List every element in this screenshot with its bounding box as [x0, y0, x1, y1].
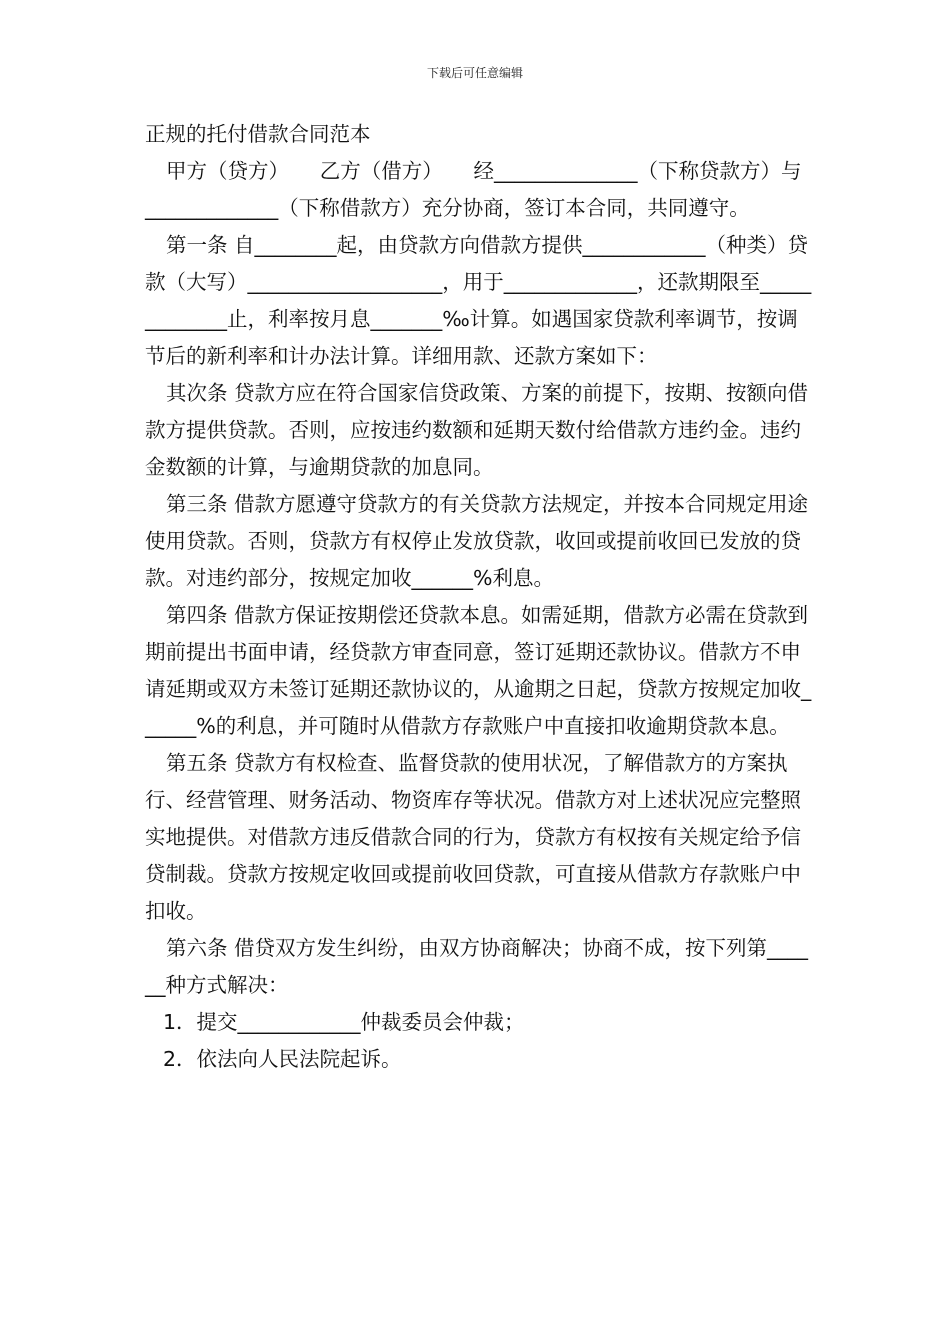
paragraph-article-3: 第三条 借款方愿遵守贷款方的有关贷款方法规定，并按本合同规定用途使用贷款。否则，贷款方有权停止发放贷款，收回或提前收回已发放的贷款。对违约部分，按规定加收______%利息。 [145, 492, 809, 590]
paragraph-article-6: 第六条 借贷双方发生纠纷，由双方协商解决；协商不成，按下列第______种方式解决： [145, 936, 809, 997]
list-item-arbitration: 1．提交____________仲裁委员会仲裁； [163, 1010, 525, 1034]
paragraph-article-5: 第五条 贷款方有权检查、监督贷款的使用状况，了解借款方的方案执行、经营管理、财务活动、物资库存等状况。借款方对上述状况应完整照实地提供。对借款方违反借款合同的行为，贷款方有权按有关规定给予信贷制裁。贷款方按规定收回或提前收回贷款，可直接从借款方存款账户中扣收。 [145, 751, 801, 923]
document-title: 正规的托付借款合同范本 [145, 122, 371, 146]
paragraph-parties: 甲方（贷方） 乙方（借方） 经______________（下称贷款方）与 _____________（下称借款方）充分协商，签订本合同，共同遵守。 [145, 159, 802, 220]
page-header: 下载后可任意编辑 [426, 66, 523, 80]
document-body [145, 116, 815, 1078]
paragraph-article-4: 第四条 借款方保证按期偿还贷款本息。如需延期，借款方必需在贷款到期前提出书面申请，经贷款方审查同意，签订延期还款协议。借款方不申请延期或双方未签订延期还款协议的，从逾期之日起，贷款方按规定加收______%的利息，并可随时从借款方存款账户中直接扣收逾期贷款本息。 [145, 603, 812, 738]
paragraph-article-1: 第一条 自________起，由贷款方向借款方提供____________（种类）贷款（大写）___________________，用于_____________，还款期限至_____________止，利率按月息_______‰计算。如遇国家贷款利率调节，按调节后的新利率和计办法计算。详细用款、还款方案如下： [145, 233, 812, 368]
list-item-court: 2．依法向人民法院起诉。 [163, 1047, 402, 1071]
paragraph-article-2: 其次条 贷款方应在符合国家信贷政策、方案的前提下，按期、按额向借款方提供贷款。否则，应按违约数额和延期天数付给借款方违约金。违约金数额的计算，与逾期贷款的加息同。 [145, 381, 809, 479]
